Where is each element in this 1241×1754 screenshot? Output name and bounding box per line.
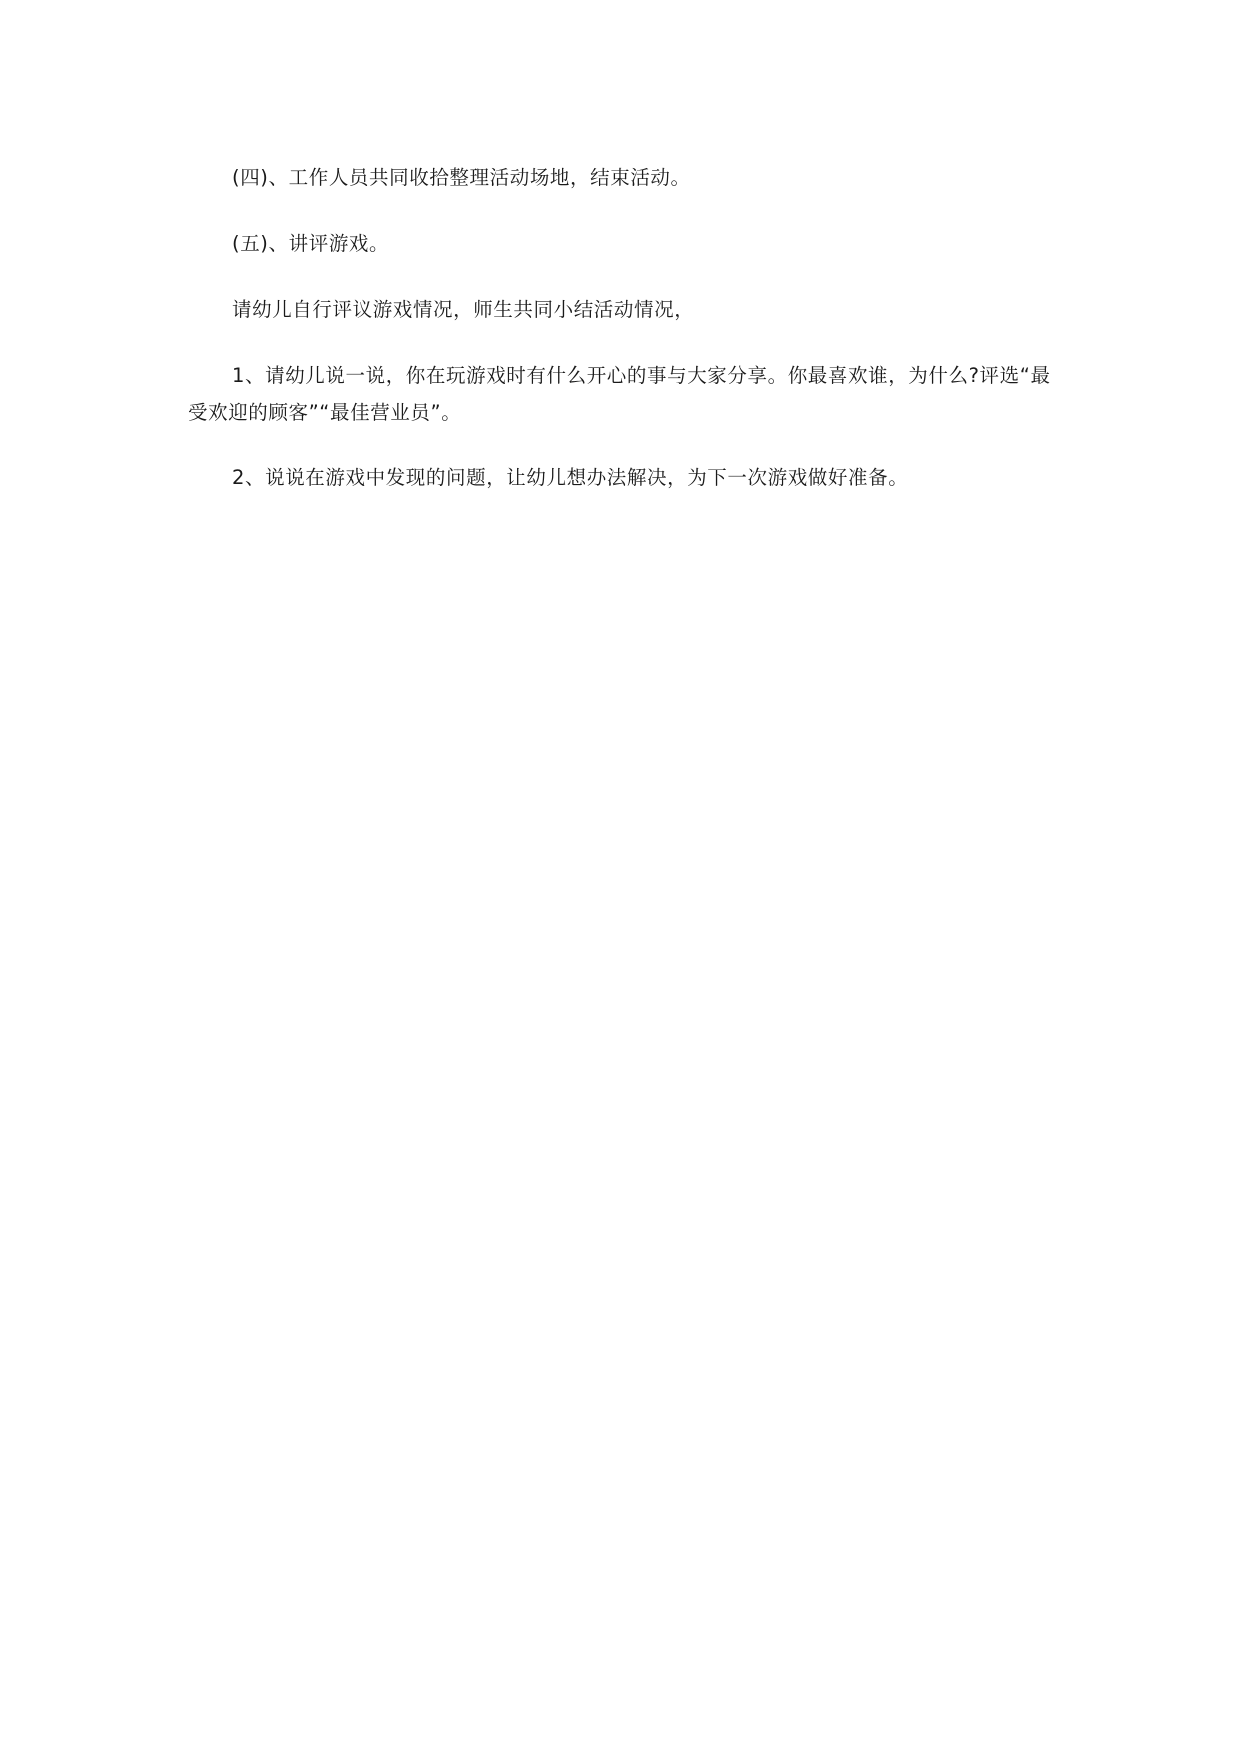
paragraph-item-1: 1、请幼儿说一说，你在玩游戏时有什么开心的事与大家分享。你最喜欢谁，为什么?评选“最受欢迎的顾客”“最佳营业员”。 bbox=[188, 364, 1051, 424]
paragraph-item-2: 2、说说在游戏中发现的问题，让幼儿想办法解决，为下一次游戏做好准备。 bbox=[232, 466, 909, 489]
paragraph-review-heading: (五)、讲评游戏。 bbox=[232, 232, 390, 255]
paragraph-self-evaluation: 请幼儿自行评议游戏情况，师生共同小结活动情况， bbox=[232, 298, 695, 321]
paragraph-cleanup: (四)、工作人员共同收拾整理活动场地，结束活动。 bbox=[232, 166, 691, 189]
